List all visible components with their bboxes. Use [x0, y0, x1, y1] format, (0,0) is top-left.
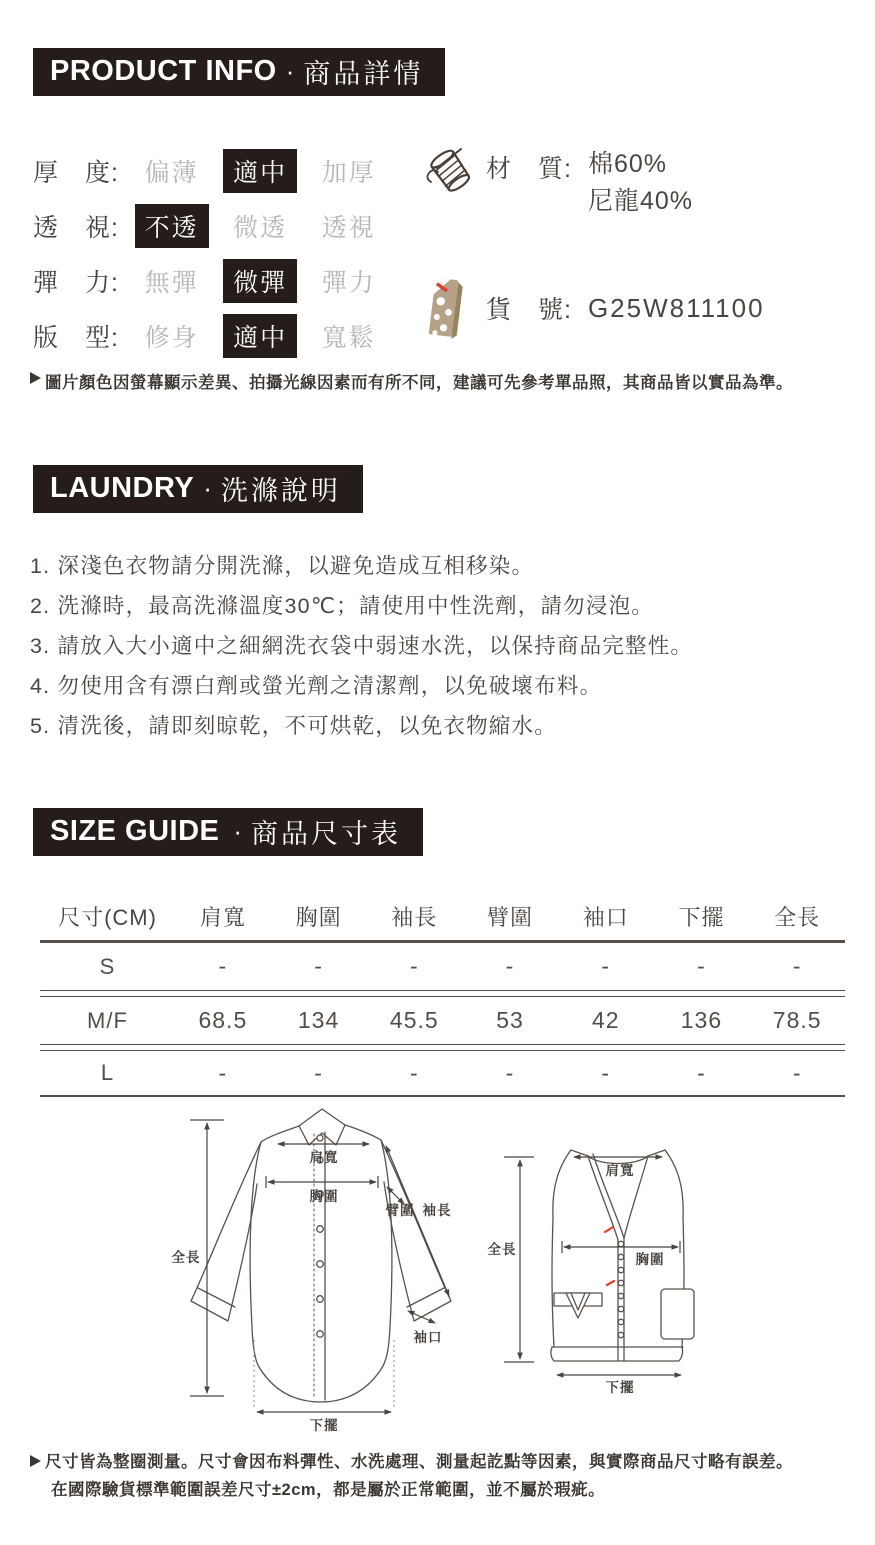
attribute-option: 微透: [233, 213, 288, 242]
material-line1: 棉60%: [587, 150, 667, 178]
material-values: [588, 146, 693, 220]
column-header: 胸圍: [295, 904, 342, 930]
option-slot: [216, 259, 305, 303]
size-row-mf: [40, 996, 845, 1045]
attribute-option: 無彈: [144, 268, 199, 297]
clothing-tag-icon: [424, 275, 468, 341]
size-note-text1: 尺寸皆為整圈測量。尺寸會因布料彈性、水洗處理、測量起訖點等因素，與實際商品尺寸略有誤差。: [45, 1453, 793, 1471]
value-cell: -: [218, 1059, 228, 1086]
attribute-row-thickness: [33, 143, 393, 198]
attribute-option: 加厚: [321, 158, 376, 187]
laundry-item: 5. 清洗後，請即刻晾乾，不可烘乾，以免衣物縮水。: [30, 714, 557, 738]
option-slot: [304, 263, 393, 299]
size-cell: M/F: [87, 1007, 128, 1033]
size-guide-title-zh: 商品尺寸表: [251, 819, 402, 849]
value-cell: -: [314, 1059, 323, 1086]
value-cell: -: [697, 1059, 706, 1086]
option-slot: [127, 318, 216, 354]
attribute-option-selected: 不透: [135, 204, 209, 248]
shirt-measurement-diagram: [148, 1102, 483, 1442]
value-cell: -: [218, 953, 228, 979]
option-slot: [127, 153, 216, 189]
material-row: [424, 146, 765, 220]
attribute-option: 寬鬆: [321, 323, 376, 352]
value-cell: 68.5: [198, 1007, 248, 1033]
size-guide-header: [33, 808, 423, 856]
attribute-option-selected: 適中: [223, 314, 297, 358]
sku-value: G25W811100: [587, 292, 765, 323]
vest-hem-label: 下擺: [605, 1380, 635, 1395]
value-cell: -: [505, 1059, 515, 1086]
value-cell: -: [792, 953, 802, 979]
title-separator-dot: ·: [233, 816, 243, 846]
size-cell: S: [99, 953, 116, 979]
attribute-option: 偏薄: [144, 158, 199, 187]
size-table: [40, 892, 845, 1097]
arrow-bullet-icon: [30, 1455, 41, 1467]
column-header: 全長: [774, 904, 821, 930]
attribute-label: 彈 力:: [33, 268, 119, 297]
option-slot: [216, 208, 305, 244]
column-header: 袖口: [582, 904, 629, 930]
attribute-list: [33, 143, 393, 363]
value-cell: -: [409, 953, 419, 979]
vest-measurement-diagram: [478, 1132, 763, 1422]
product-note-text: 圖片顏色因螢幕顯示差異、拍攝光線因素而有所不同，建議可先參考單品照，其商品皆以實品為準。: [45, 374, 793, 392]
shirt-sleeve-length-label: 袖長: [422, 1203, 452, 1218]
size-row-l: [40, 1050, 845, 1097]
size-note-line1: [30, 1448, 860, 1476]
value-cell: -: [314, 953, 323, 979]
value-cell: 53: [496, 1007, 524, 1033]
product-info-title-zh: 商品詳情: [303, 59, 424, 89]
sku-row: [424, 275, 765, 341]
value-cell: -: [601, 953, 611, 979]
laundry-title-zh: 洗滌說明: [220, 476, 341, 506]
attribute-option: 修身: [144, 323, 199, 352]
column-header: 下擺: [678, 904, 725, 930]
sku-label: 貨 號:: [486, 296, 572, 324]
size-note: [30, 1448, 860, 1504]
option-slot: [304, 208, 393, 244]
option-slot: [216, 149, 305, 193]
size-note-line2: [51, 1476, 860, 1504]
value-cell: -: [697, 953, 706, 979]
laundry-item: 2. 洗滌時，最高洗滌溫度30℃；請使用中性洗劑，請勿浸泡。: [30, 594, 654, 618]
column-header: 肩寬: [199, 904, 246, 930]
shirt-full-length-label: 全長: [171, 1250, 201, 1265]
attribute-label: 版 型:: [33, 323, 119, 352]
column-header: 臂圍: [487, 904, 534, 930]
material-label: 材 質:: [486, 155, 572, 183]
value-cell: 42: [591, 1007, 620, 1033]
option-slot: [127, 263, 216, 299]
product-color-note: [30, 369, 860, 393]
attribute-option: 透視: [321, 213, 376, 242]
option-slot: [304, 153, 393, 189]
value-cell: -: [792, 1059, 802, 1086]
value-cell: 134: [297, 1007, 340, 1033]
option-slot: [127, 204, 216, 248]
shirt-cuff-label: 袖口: [413, 1330, 443, 1345]
value-cell: 136: [680, 1007, 723, 1033]
column-header: 袖長: [391, 904, 438, 930]
value-cell: -: [409, 1059, 419, 1086]
attribute-row-elasticity: [33, 253, 393, 308]
shirt-shoulder-label: 肩寬: [309, 1150, 339, 1165]
attribute-row-transparency: [33, 198, 393, 253]
arrow-bullet-icon: [30, 372, 41, 384]
measurement-diagrams: [0, 1100, 875, 1445]
attribute-row-fit: [33, 308, 393, 363]
material-icon-cell: [424, 146, 486, 198]
value-cell: -: [601, 1059, 611, 1086]
laundry-instruction-list: [30, 546, 693, 746]
attribute-label: 透 視:: [33, 213, 119, 242]
shirt-hem-label: 下擺: [309, 1418, 339, 1433]
value-cell: 45.5: [389, 1007, 439, 1033]
shirt-chest-label: 胸圍: [309, 1189, 339, 1204]
thread-spool-icon: [424, 146, 480, 198]
laundry-header: [33, 465, 363, 513]
material-sku-block: [424, 146, 765, 341]
product-info-header: [33, 48, 445, 96]
option-slot: [216, 314, 305, 358]
value-cell: -: [505, 953, 515, 979]
attribute-label: 厚 度:: [33, 158, 119, 187]
sku-icon-cell: [424, 275, 486, 341]
attribute-option: 彈力: [321, 268, 376, 297]
vest-chest-label: 胸圍: [635, 1252, 665, 1267]
vest-full-length-label: 全長: [487, 1242, 517, 1257]
shirt-arm-girth-label: 臂圍: [385, 1203, 415, 1218]
product-info-title-en: PRODUCT INFO: [50, 55, 277, 87]
laundry-item: 1. 深淺色衣物請分開洗滌，以避免造成互相移染。: [30, 554, 535, 578]
vest-shoulder-label: 肩寬: [605, 1163, 635, 1178]
size-note-text2: 在國際驗貨標準範圍誤差尺寸±2cm，都是屬於正常範圍，並不屬於瑕疵。: [51, 1481, 606, 1499]
size-row-s: [40, 943, 845, 991]
title-separator-dot: ·: [203, 473, 212, 503]
value-cell: 78.5: [772, 1007, 822, 1033]
attribute-option-selected: 適中: [223, 149, 297, 193]
option-slot: [304, 318, 393, 354]
material-line2: 尼龍40%: [587, 187, 693, 215]
laundry-item: 3. 請放入大小適中之細網洗衣袋中弱速水洗，以保持商品完整性。: [30, 634, 694, 658]
column-header: 尺寸(CM): [58, 904, 157, 930]
size-guide-title-en: SIZE GUIDE: [50, 815, 220, 847]
attribute-option-selected: 微彈: [223, 259, 297, 303]
laundry-title-en: LAUNDRY: [50, 472, 195, 504]
size-table-header-row: [40, 892, 845, 943]
title-separator-dot: ·: [285, 56, 295, 86]
size-cell: L: [100, 1060, 115, 1085]
laundry-item: 4. 勿使用含有漂白劑或螢光劑之清潔劑，以免破壞布料。: [30, 674, 603, 698]
